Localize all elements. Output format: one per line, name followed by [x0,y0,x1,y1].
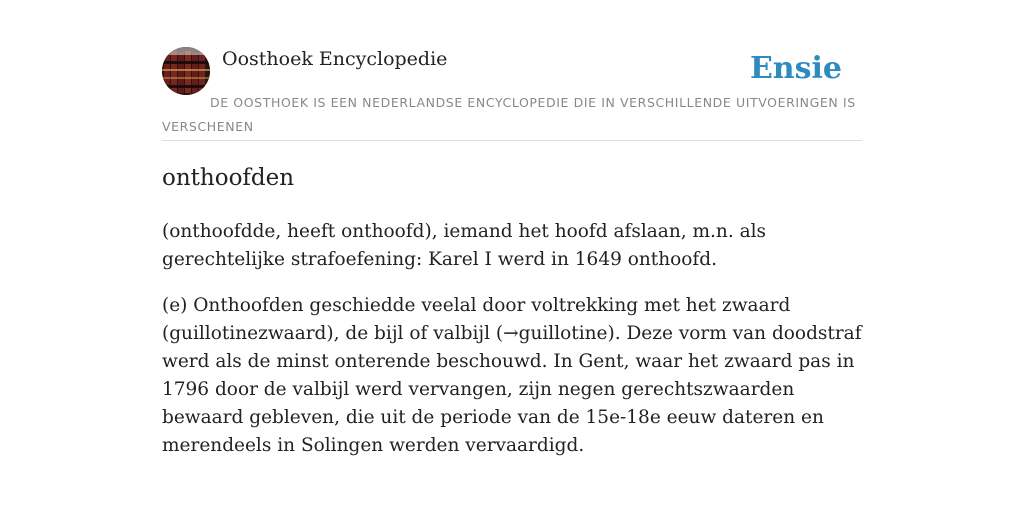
brand-logo[interactable]: Ensie [749,51,842,86]
encyclopedia-books-icon[interactable] [162,47,210,95]
entry-explanation: (e) Onthoofden geschiedde veelal door voltrekking met het zwaard (guillotinezwaard), de bijl of valbijl (→guillotine). Deze vorm van doodstraf werd als de minst onterende beschouwd. In Gent, waar het zwaard pas in 1796 door de valbijl werd vervangen, zijn negen gerechtszwaarden bewaard gebleven, die uit de periode van de 15e-18e eeuw dateren en merendeels in Solingen werden vervaardigd. [162,295,862,456]
entry-content [162,160,862,478]
page-title: onthoofden [162,165,295,191]
site-tagline: DE OOSTHOEK IS EEN NEDERLANDSE ENCYCLOPEDIE DIE IN VERSCHILLENDE UITVOERINGEN IS VERSCHENEN [162,95,856,134]
entry-definition: (onthoofdde, heeft onthoofd), iemand het hoofd afslaan, m.n. als gerechtelijke strafoefening: Karel I werd in 1649 onthoofd. [162,221,767,270]
site-title[interactable]: Oosthoek Encyclopedie [222,48,448,70]
site-header [162,46,862,141]
